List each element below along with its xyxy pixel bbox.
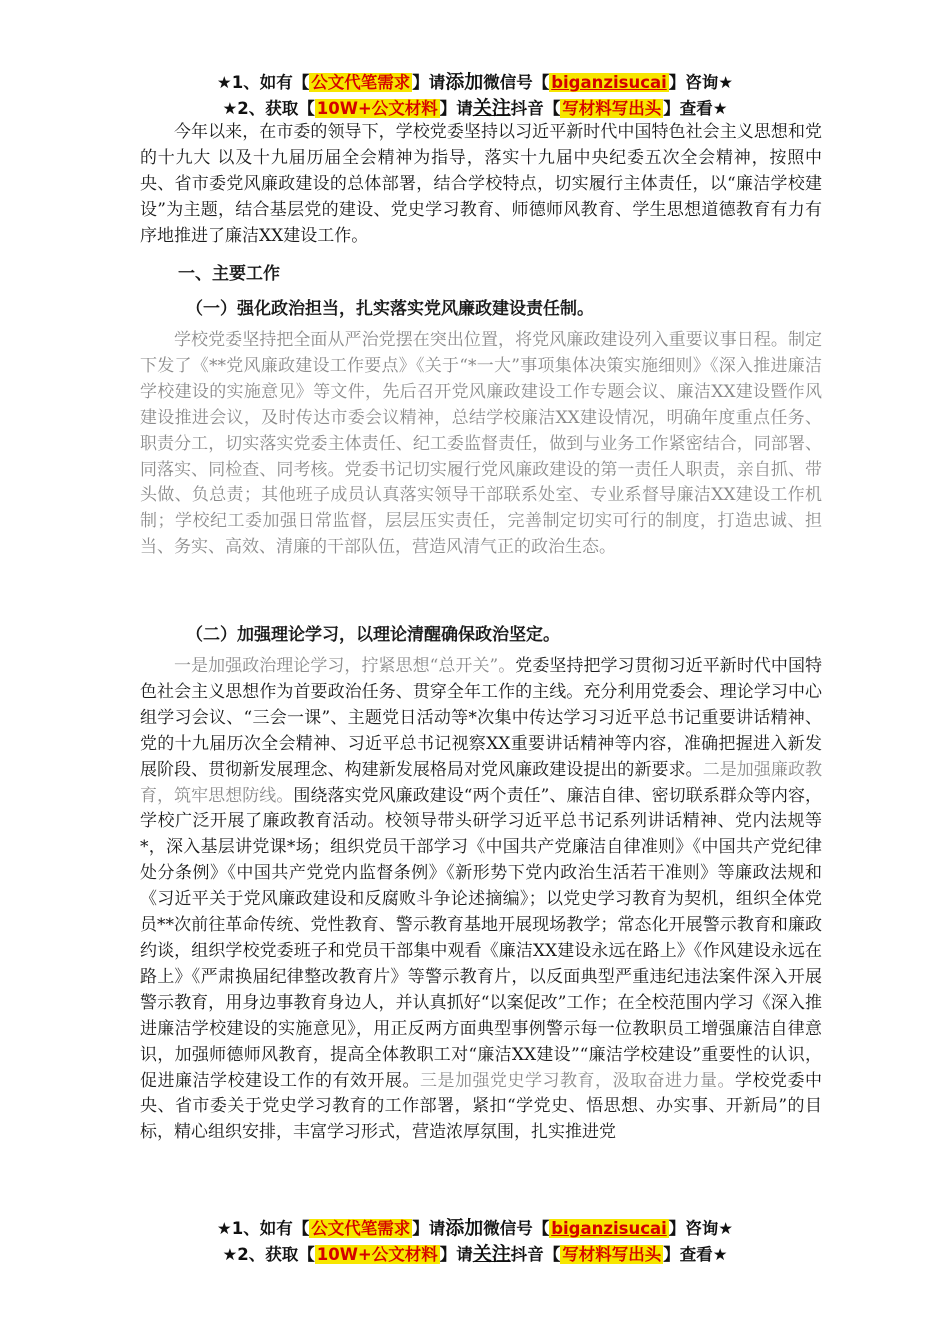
banner-text: 】查看★ bbox=[663, 99, 728, 118]
banner-text: 】咨询★ bbox=[668, 1219, 734, 1238]
banner-highlight-douyin: 写材料写出头 bbox=[562, 99, 662, 118]
banner-highlight-materials: 10W+公文材料 bbox=[316, 99, 438, 118]
subsection-heading-1: （一）强化政治担当，扎实落实党风廉政建设责任制。 bbox=[186, 299, 594, 319]
banner-emphasis: 关注 bbox=[472, 97, 511, 119]
banner-highlight-service: 公文代笔需求 bbox=[311, 1219, 411, 1238]
banner-text: 】请 bbox=[412, 73, 446, 92]
banner-text: 抖音【 bbox=[510, 99, 561, 118]
banner-highlight-materials: 10W+公文材料 bbox=[316, 1245, 438, 1264]
banner-text: 微信号【 bbox=[483, 73, 550, 92]
banner-emphasis: 关注 bbox=[472, 1243, 511, 1265]
top-banner bbox=[0, 69, 950, 121]
banner-text: 抖音【 bbox=[510, 1245, 561, 1264]
point-two-body: 围绕落实党风廉政建设“两个责任”、廉洁自律、密切联系群众等内容，学校广泛开展了廉政教育活动。校领导带头研学习近平总书记系列讲话精神、党内法规等*，深入基层讲党课*场；组织党员干部学习《中国共产党廉洁自律准则》《中国共产党纪律处分条例》《中国共产党党内监督条例》《新形势下党内政治生活若干准则》等廉政法规和《习近平关于党风廉政建设和反腐败斗争论述摘编》；以党史学习教育为契机，组织全体党员**次前往革命传统、党性教育、警示教育基地开展现场教学；常态化开展警示教育和廉政约谈，组织学校党委班子和党员干部集中观看《廉洁XX建设永远在路上》《作风建设永远在路上》《严肃换届纪律整改教育片》等警示教育片，以反面典型严重违纪违法案件深入开展警示教育，用身边事教育身边人，并认真抓好“以案促改”工作；在全校范围内学习《深入推进廉洁学校建设的实施意见》，用正反两方面典型事例警示每一位教职员工增强廉洁自律意识，加强师德师风教育，提高全体教职工对“廉洁XX建设”“廉洁学校建设”重要性的认识，促进廉洁学校建设工作的有效开展。 bbox=[140, 785, 823, 1091]
banner-text: 微信号【 bbox=[483, 1219, 550, 1238]
banner-text: 】咨询★ bbox=[668, 73, 734, 92]
banner-line-1 bbox=[0, 69, 950, 95]
banner-line-2 bbox=[0, 1241, 950, 1267]
point-one-lead: 一是加强政治理论学习，拧紧思想“总开关”。 bbox=[174, 656, 516, 676]
banner-emphasis: 添加 bbox=[445, 1217, 484, 1239]
banner-emphasis: 添加 bbox=[445, 71, 484, 93]
banner-text: 】请 bbox=[412, 1219, 446, 1238]
banner-text: 】请 bbox=[439, 99, 473, 118]
banner-text: 】请 bbox=[439, 1245, 473, 1264]
point-one-body: 党委坚持把学习贯彻习近平新时代中国特色社会主义思想作为首要政治任务、贯穿全年工作的主线。充分利用党委会、理论学习中心组学习会议、“三会一课”、主题党日活动等*次集中传达学习习近平总书记重要讲话精神、党的十九届历次全会精神、习近平总书记视察XX重要讲话精神等内容，准确把握进入新发展阶段、贯彻新发展理念、构建新发展格局对党风廉政建设提出的新要求。 bbox=[140, 656, 823, 780]
point-three-lead: 三是加强党史学习教育，汲取奋进力量。 bbox=[420, 1070, 735, 1091]
banner-text: 】查看★ bbox=[663, 1245, 728, 1264]
banner-highlight-wechat-id: biganzisucai bbox=[551, 1219, 667, 1238]
banner-line-2 bbox=[0, 95, 950, 121]
banner-highlight-wechat-id: biganzisucai bbox=[551, 73, 667, 92]
subsection-heading-2: （二）加强理论学习，以理论清醒确保政治坚定。 bbox=[186, 625, 560, 645]
subsection-1-paragraph: 学校党委坚持把全面从严治党摆在突出位置，将党风廉政建设列入重要议事日程。制定下发了《**党风廉政建设工作要点》《关于“*一大”事项集体决策实施细则》《深入推进廉洁学校建设的实施意见》等文件，先后召开党风廉政建设工作专题会议、廉洁XX建设暨作风建设推进会议，及时传达市委会议精神，总结学校廉洁XX建设情况，明确年度重点任务、职责分工，切实落实党委主体责任、纪工委监督责任，做到与业务工作紧密结合，同部署、同落实、同检查、同考核。党委书记切实履行党风廉政建设的第一责任人职责，亲自抓、带头做、负总责；其他班子成员认真落实领导干部联系处室、专业系督导廉洁XX建设工作机制；学校纪工委加强日常监督，层层压实责任，完善制定切实可行的制度，打造忠诚、担当、务实、高效、清廉的干部队伍，营造风清气正的政治生态。 bbox=[140, 330, 822, 558]
intro-paragraph: 今年以来，在市委的领导下，学校党委坚持以习近平新时代中国特色社会主义思想和党的十九大 以及十九届历届全会精神为指导，落实十九届中央纪委五次全会精神，按照中央、省市委党风廉政建设的总体部署，结合学校特点，切实履行主体责任，以“廉洁学校建设”为主题，结合基层党的建设、党史学习教育、师德师风教育、学生思想道德教育有力有序地推进了廉洁XX建设工作。 bbox=[140, 122, 822, 246]
banner-highlight-douyin: 写材料写出头 bbox=[562, 1245, 662, 1264]
banner-text: ★1、如有【 bbox=[216, 1219, 310, 1238]
bottom-banner bbox=[0, 1215, 950, 1267]
banner-highlight-service: 公文代笔需求 bbox=[311, 73, 411, 92]
banner-text: ★2、获取【 bbox=[222, 1245, 315, 1264]
subsection-2-paragraph bbox=[140, 654, 822, 1146]
banner-line-1 bbox=[0, 1215, 950, 1241]
banner-text: ★1、如有【 bbox=[216, 73, 310, 92]
point-two-lead: 二是加强廉政教育，筑牢思想防线。 bbox=[140, 759, 823, 806]
point-three-body: 学校党委中央、省市委关于党史学习教育的工作部署，紧扣“学党史、悟思想、办实事、开新局”的目标，精心组织安排，丰富学习形式，营造浓厚氛围，扎实推进党 bbox=[140, 1070, 822, 1143]
section-heading-main-work: 一、主要工作 bbox=[178, 264, 280, 284]
banner-text: ★2、获取【 bbox=[222, 99, 315, 118]
